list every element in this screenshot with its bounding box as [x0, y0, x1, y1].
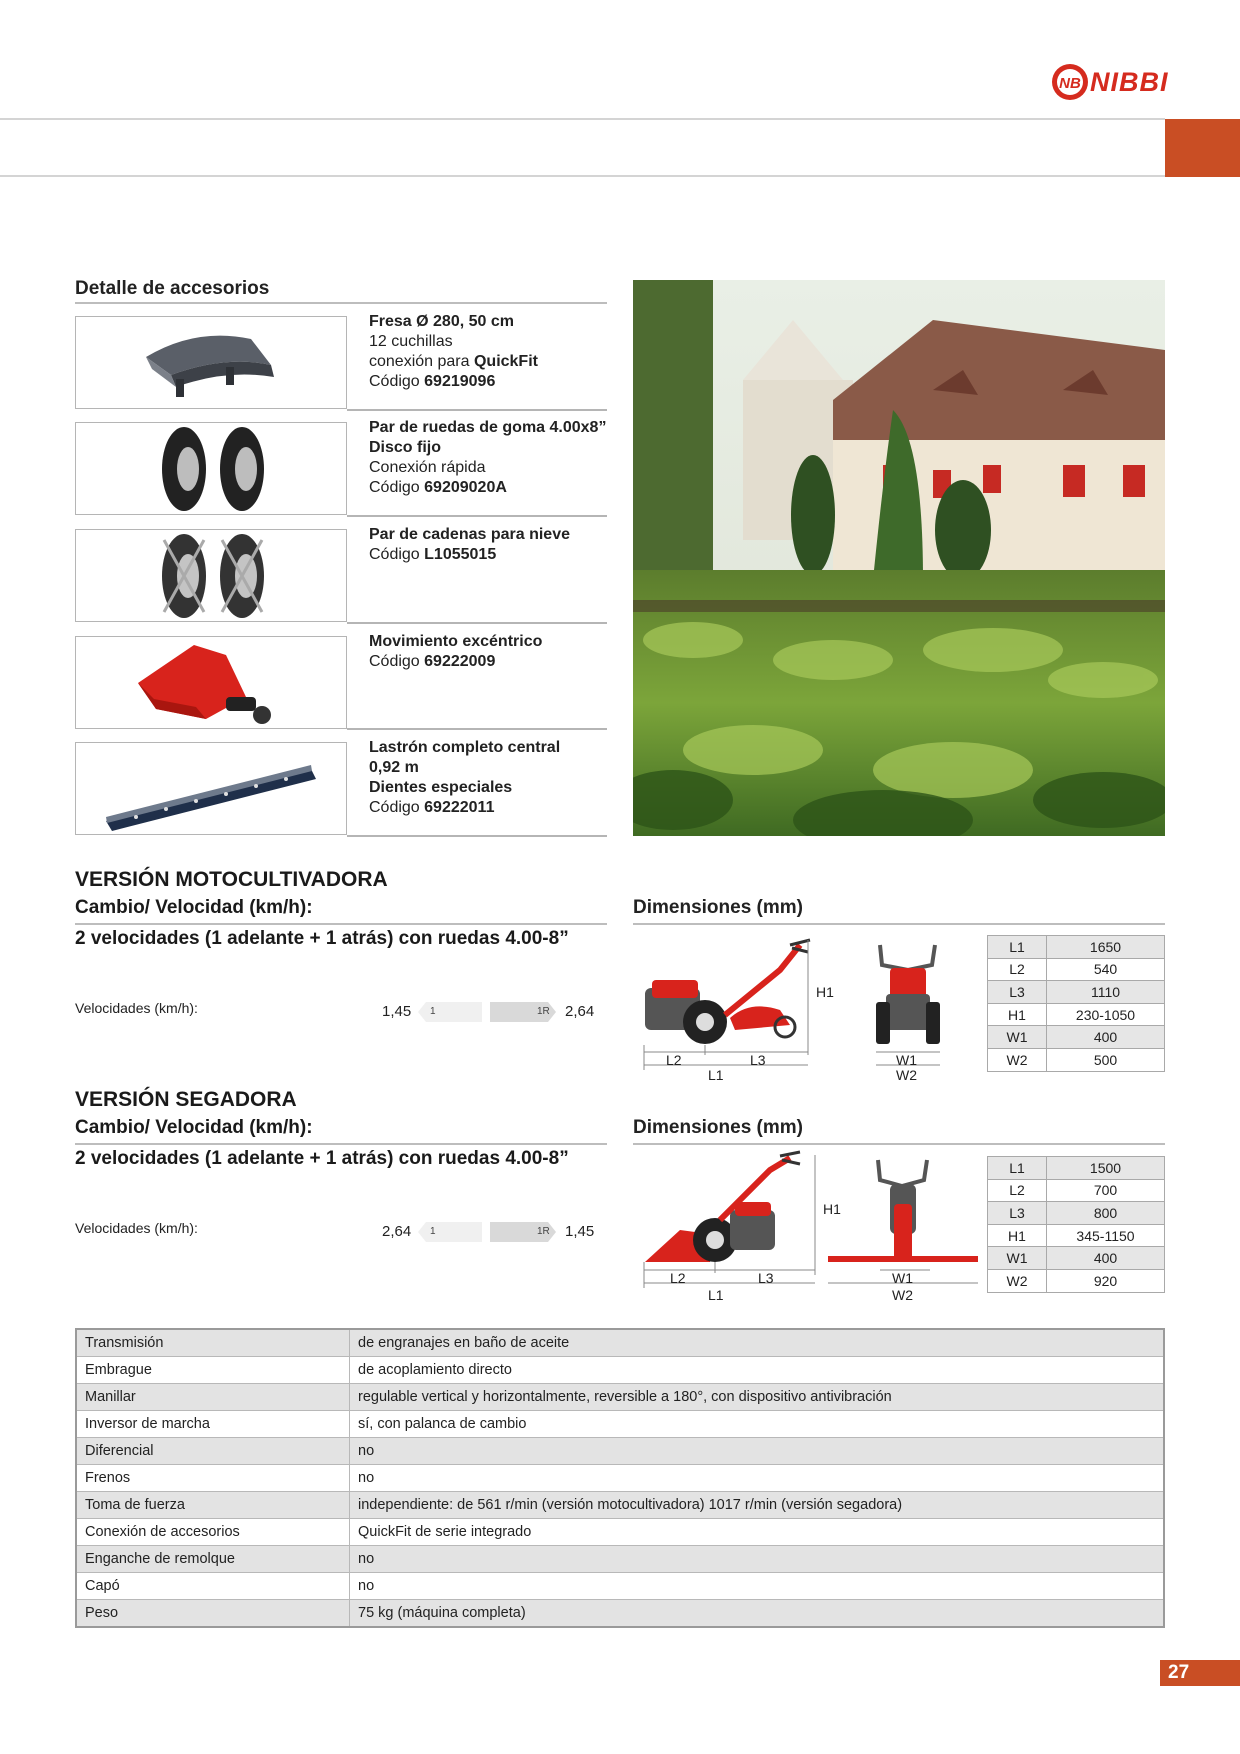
accessory-image-ruedas [75, 422, 347, 515]
version-segadora-gears: 2 velocidades (1 adelante + 1 atrás) con ruedas 4.00-8” [75, 1148, 569, 1169]
brand-logo-text: NIBBI [1090, 67, 1169, 97]
spec-value: independiente: de 561 r/min (versión motocultivadora) 1017 r/min (versión segadora) [350, 1492, 1165, 1519]
accessory-code-label: Código [369, 546, 425, 563]
table-row [988, 1202, 1165, 1225]
dims-motocultivadora-title: Dimensiones (mm) [633, 897, 803, 918]
header-accent-tab [1165, 119, 1240, 177]
table-row [76, 1519, 1164, 1546]
accessory-divider [347, 515, 607, 517]
accessory-text-fresa [369, 312, 538, 392]
table-row [76, 1465, 1164, 1492]
version-segadora-forward-speed: 2,64 [382, 1223, 412, 1240]
table-row [76, 1492, 1164, 1519]
diagram-label-l3: L3 [758, 1270, 774, 1286]
accessory-text-excentrico [369, 632, 542, 672]
spec-value: no [350, 1546, 1165, 1573]
brand-logo [1050, 62, 1170, 104]
dim-key: L1 [988, 1157, 1047, 1180]
table-row [76, 1600, 1164, 1628]
version-segadora-forward-tag: 1 [430, 1226, 436, 1237]
spec-value: no [350, 1573, 1165, 1600]
version-motocultivadora-reverse-speed: 2,64 [565, 1003, 595, 1020]
dim-key: H1 [988, 1003, 1047, 1026]
tiller-dimensions-diagram [640, 930, 980, 1090]
spec-key: Frenos [76, 1465, 350, 1492]
dim-value: 345-1150 [1047, 1224, 1165, 1247]
accessory-image-lastron [75, 742, 347, 835]
accessory-name: Fresa Ø 280, 50 cm [369, 313, 514, 330]
spec-key: Transmisión [76, 1329, 350, 1357]
version-motocultivadora-subtitle: Cambio/ Velocidad (km/h): [75, 897, 313, 918]
accessory-text-cadenas [369, 525, 570, 565]
tiller-front-view-icon [876, 945, 940, 1044]
table-row [988, 958, 1165, 981]
dim-value: 1650 [1047, 936, 1165, 959]
diagram-label-w2: W2 [896, 1067, 917, 1083]
dims-segadora-rule [633, 1143, 1165, 1145]
diagram-label-h1: H1 [816, 984, 834, 1000]
accessory-detail: Conexión rápida [369, 459, 486, 476]
table-row [988, 1247, 1165, 1270]
specifications-table [75, 1328, 1165, 1628]
accessory-detail-bold: 0,92 m [369, 759, 419, 776]
dims-segadora-table [987, 1156, 1165, 1293]
table-row [76, 1357, 1164, 1384]
accessory-code-label: Código [369, 799, 425, 816]
version-motocultivadora-forward-tag: 1 [430, 1006, 436, 1017]
dim-key: L2 [988, 958, 1047, 981]
dim-value: 1500 [1047, 1157, 1165, 1180]
version-motocultivadora-title: VERSIÓN MOTOCULTIVADORA [75, 868, 388, 891]
table-row [988, 1269, 1165, 1292]
snow-chains-icon [76, 530, 347, 622]
spec-value: no [350, 1438, 1165, 1465]
diagram-label-l1: L1 [708, 1287, 724, 1303]
version-motocultivadora-rule [75, 923, 607, 925]
accessory-code: 69222009 [424, 653, 496, 670]
accessory-name: Par de cadenas para nieve [369, 526, 570, 543]
spec-value: regulable vertical y horizontalmente, reversible a 180°, con dispositivo antivibración [350, 1384, 1165, 1411]
diagram-label-w1: W1 [896, 1052, 917, 1068]
accessory-detail-bold: QuickFit [473, 353, 538, 370]
tiller-side-view-icon [645, 940, 810, 1044]
mower-dimensions-diagram [640, 1150, 980, 1310]
table-row [76, 1546, 1164, 1573]
accessory-detail: conexión para [369, 353, 474, 370]
garden-house-photo [633, 280, 1165, 836]
dim-key: L1 [988, 936, 1047, 959]
spec-value: 75 kg (máquina completa) [350, 1600, 1165, 1628]
accessory-code-label: Código [369, 373, 425, 390]
dims-motocultivadora-table [987, 935, 1165, 1072]
version-segadora-reverse-speed: 1,45 [565, 1223, 595, 1240]
eccentric-drive-icon [76, 637, 347, 729]
version-segadora-reverse-tag: 1R [537, 1226, 550, 1237]
spec-key: Peso [76, 1600, 350, 1628]
cutter-bar-icon [76, 743, 347, 835]
table-row [988, 1224, 1165, 1247]
accessory-divider [347, 409, 607, 411]
spec-key: Embrague [76, 1357, 350, 1384]
diagram-label-w2: W2 [892, 1287, 913, 1303]
accessory-detail: 12 cuchillas [369, 333, 453, 350]
table-row [988, 1048, 1165, 1071]
dim-value: 500 [1047, 1048, 1165, 1071]
table-row [988, 1003, 1165, 1026]
spec-key: Toma de fuerza [76, 1492, 350, 1519]
accessory-code: 69222011 [424, 799, 495, 816]
version-segadora-rule [75, 1143, 607, 1145]
accessory-code: L1055015 [424, 546, 497, 563]
dim-value: 230-1050 [1047, 1003, 1165, 1026]
spec-key: Manillar [76, 1384, 350, 1411]
accessory-code-label: Código [369, 653, 425, 670]
tiller-hood-icon [76, 317, 347, 409]
version-segadora-title: VERSIÓN SEGADORA [75, 1088, 297, 1111]
accessory-name: Par de ruedas de goma 4.00x8” [369, 419, 607, 436]
diagram-label-h1: H1 [823, 1201, 841, 1217]
accessory-code: 69209020A [424, 479, 507, 496]
version-motocultivadora-gears: 2 velocidades (1 adelante + 1 atrás) con ruedas 4.00-8” [75, 928, 569, 949]
spec-value: de engranajes en baño de aceite [350, 1329, 1165, 1357]
version-motocultivadora-speeds-label: Velocidades (km/h): [75, 1000, 198, 1016]
spec-value: sí, con palanca de cambio [350, 1411, 1165, 1438]
dim-key: L3 [988, 1202, 1047, 1225]
rubber-wheels-icon [76, 423, 347, 515]
spec-key: Enganche de remolque [76, 1546, 350, 1573]
accessory-divider [347, 728, 607, 730]
accessory-image-cadenas [75, 529, 347, 622]
accessory-name: Lastrón completo central [369, 739, 561, 756]
brand-logo-mark: NB [1059, 75, 1081, 92]
table-row [988, 981, 1165, 1004]
accessory-image-fresa [75, 316, 347, 409]
dim-value: 800 [1047, 1202, 1165, 1225]
accessory-code: 69219096 [424, 373, 496, 390]
dim-key: W1 [988, 1247, 1047, 1270]
dim-key: L2 [988, 1179, 1047, 1202]
brand-logo-mark-icon [1050, 62, 1090, 102]
table-row [988, 1026, 1165, 1049]
accessory-detail-bold: Dientes especiales [369, 779, 513, 796]
dim-key: L3 [988, 981, 1047, 1004]
dim-value: 400 [1047, 1026, 1165, 1049]
garden-photo-image [633, 280, 1165, 836]
accessories-title-rule [75, 302, 607, 304]
spec-value: QuickFit de serie integrado [350, 1519, 1165, 1546]
header-top-rule [0, 118, 1165, 120]
table-row [76, 1573, 1164, 1600]
table-row [988, 1157, 1165, 1180]
spec-key: Diferencial [76, 1438, 350, 1465]
accessory-name: Movimiento excéntrico [369, 633, 543, 650]
page-number: 27 [1160, 1660, 1240, 1686]
version-motocultivadora-reverse-tag: 1R [537, 1006, 550, 1017]
spec-key: Inversor de marcha [76, 1411, 350, 1438]
dim-value: 540 [1047, 958, 1165, 981]
version-segadora-speeds-label: Velocidades (km/h): [75, 1220, 198, 1236]
accessory-code-label: Código [369, 479, 425, 496]
dim-value: 920 [1047, 1269, 1165, 1292]
table-row [76, 1329, 1164, 1357]
table-row [988, 936, 1165, 959]
diagram-label-l1: L1 [708, 1067, 724, 1083]
accessory-divider [347, 622, 607, 624]
dims-segadora-title: Dimensiones (mm) [633, 1117, 803, 1138]
dim-key: W2 [988, 1048, 1047, 1071]
table-row [76, 1384, 1164, 1411]
accessory-text-ruedas [369, 418, 606, 498]
dim-value: 700 [1047, 1179, 1165, 1202]
spec-value: de acoplamiento directo [350, 1357, 1165, 1384]
version-segadora-subtitle: Cambio/ Velocidad (km/h): [75, 1117, 313, 1138]
dims-motocultivadora-rule [633, 923, 1165, 925]
accessory-text-lastron [369, 738, 560, 818]
forward-speed-bar [418, 1222, 482, 1242]
accessories-title: Detalle de accesorios [75, 278, 270, 299]
forward-speed-bar [418, 1002, 482, 1022]
spec-key: Conexión de accesorios [76, 1519, 350, 1546]
spec-value: no [350, 1465, 1165, 1492]
accessory-image-excentrico [75, 636, 347, 729]
diagram-label-l2: L2 [670, 1270, 686, 1286]
dim-key: W1 [988, 1026, 1047, 1049]
mower-front-view-icon [828, 1160, 978, 1262]
dim-key: H1 [988, 1224, 1047, 1247]
dim-value: 1110 [1047, 981, 1165, 1004]
accessory-detail-bold: Disco fijo [369, 439, 442, 456]
header-bottom-rule [0, 175, 1165, 177]
diagram-label-w1: W1 [892, 1270, 913, 1286]
accessory-divider [347, 835, 607, 837]
dim-value: 400 [1047, 1247, 1165, 1270]
table-row [76, 1438, 1164, 1465]
dim-key: W2 [988, 1269, 1047, 1292]
diagram-label-l2: L2 [666, 1052, 682, 1068]
table-row [988, 1179, 1165, 1202]
version-motocultivadora-forward-speed: 1,45 [382, 1003, 412, 1020]
spec-key: Capó [76, 1573, 350, 1600]
table-row [76, 1411, 1164, 1438]
diagram-label-l3: L3 [750, 1052, 766, 1068]
mower-side-view-icon [645, 1152, 800, 1262]
